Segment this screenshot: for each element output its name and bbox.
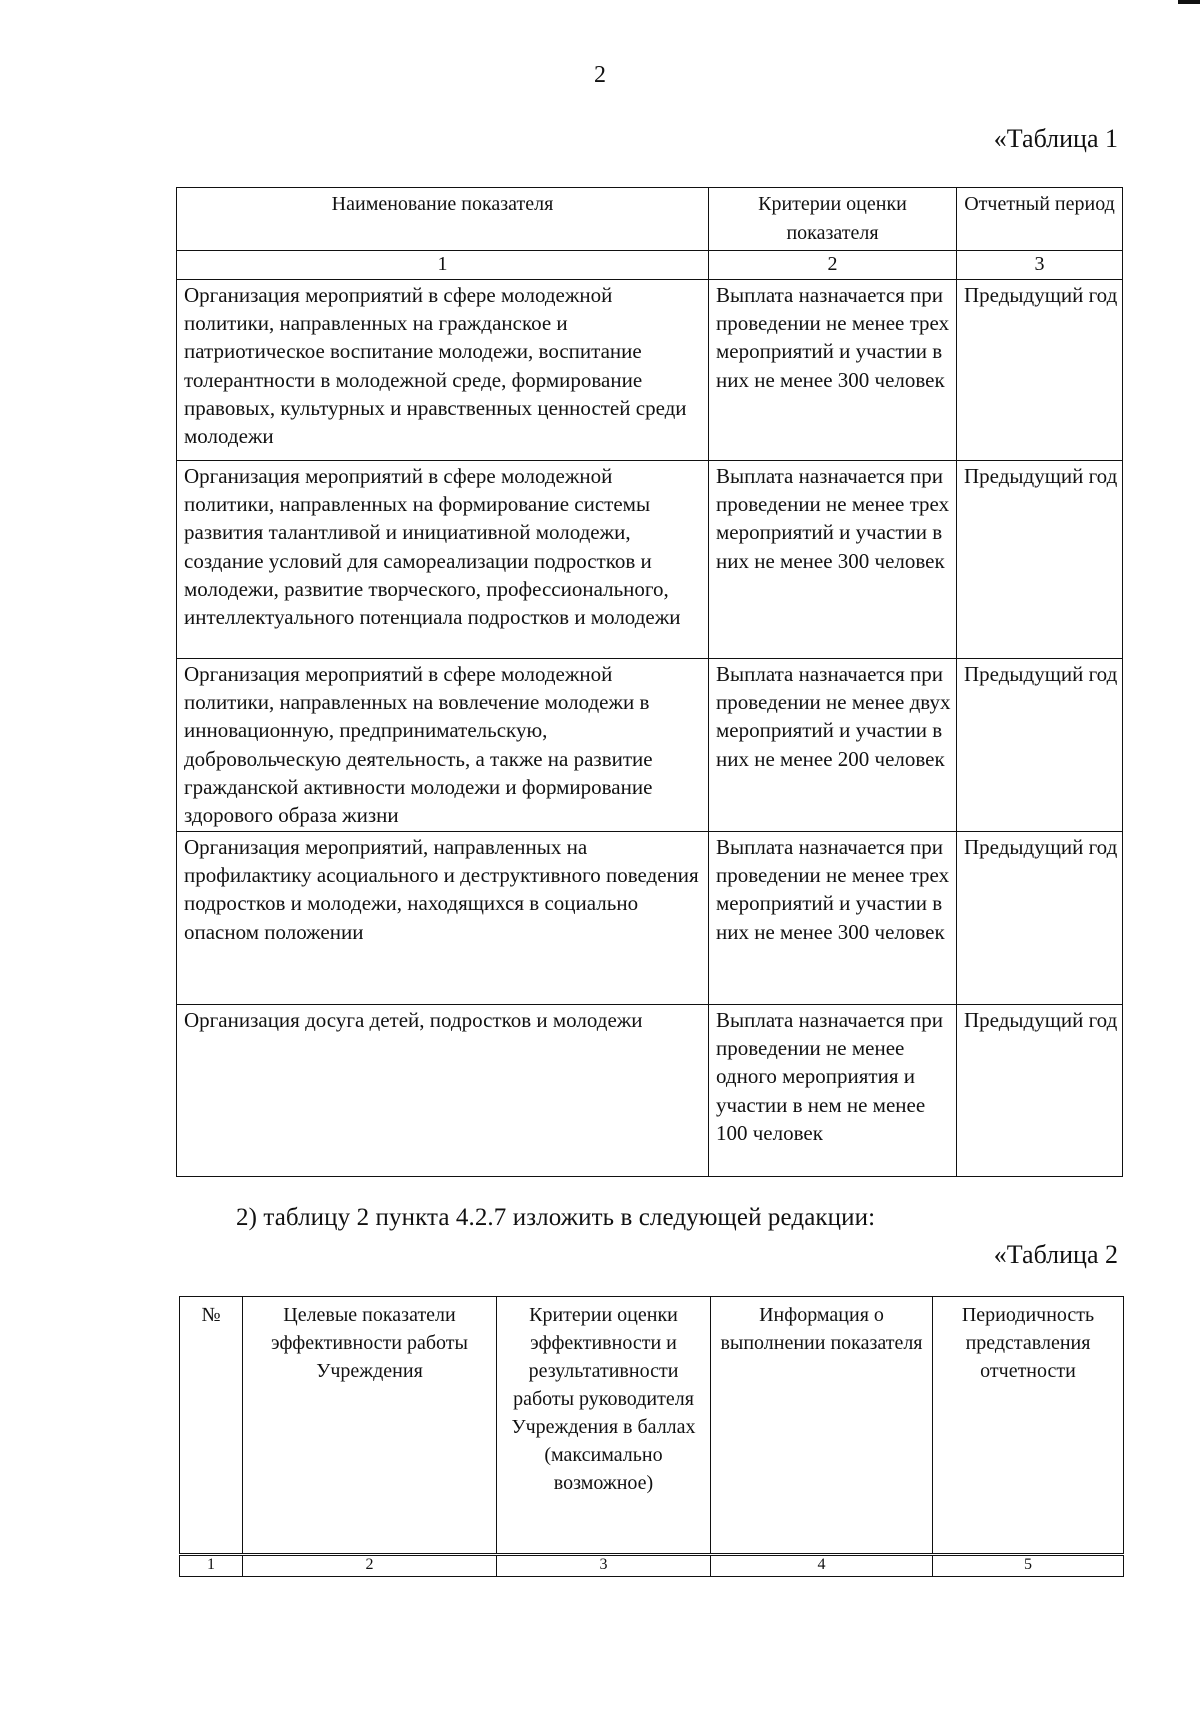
table1-column-numbers: [177, 251, 1123, 280]
indicator-criteria: Выплата назначается при проведении не менее трех мероприятий и участии в них не менее 300 человек: [709, 832, 957, 1005]
indicator-period: Предыдущий год: [957, 280, 1123, 461]
table1-header-criteria: Критерии оценки показателя: [709, 188, 957, 251]
table2-colnum: 2: [243, 1556, 497, 1577]
indicator-name: Организация мероприятий в сфере молодежной политики, направленных на гражданское и патриотическое воспитание молодежи, воспитание толерантности в молодежной среде, формирование правовых, культурных и нравственных ценностей среди молодежи: [177, 280, 709, 461]
table2-colnum: 1: [180, 1556, 243, 1577]
indicator-name: Организация досуга детей, подростков и молодежи: [177, 1005, 709, 1177]
table1-header-name: Наименование показателя: [177, 188, 709, 251]
table2-colnum: 5: [933, 1556, 1124, 1577]
table2-caption: «Таблица 2: [993, 1240, 1118, 1269]
table1-colnum: 2: [709, 251, 957, 280]
indicator-period: Предыдущий год: [957, 1005, 1123, 1177]
edge-mark: [1178, 0, 1200, 4]
table2-column-numbers: [179, 1555, 1124, 1577]
table2-header-information: Информация о выполнении показателя: [711, 1297, 933, 1554]
table2-header-indicators: Целевые показатели эффективности работы Учреждения: [243, 1297, 497, 1554]
indicator-name: Организация мероприятий в сфере молодежной политики, направленных на формирование системы развития талантливой и инициативной молодежи, создание условий для самореализации подростков и молодежи, развитие творческого, профессионального, интеллектуального потенциала подростков и молодежи: [177, 461, 709, 659]
indicator-period: Предыдущий год: [957, 461, 1123, 659]
indicator-criteria: Выплата назначается при проведении не менее одного мероприятия и участии в нем не менее 100 человек: [709, 1005, 957, 1177]
table2-header: [179, 1296, 1124, 1554]
indicator-criteria: Выплата назначается при проведении не менее трех мероприятий и участии в них не менее 300 человек: [709, 461, 957, 659]
amendment-paragraph: 2) таблицу 2 пункта 4.2.7 изложить в следующей редакции:: [236, 1204, 876, 1231]
table2-header-criteria: Критерии оценки эффективности и результативности работы руководителя Учреждения в баллах (максимально возможное): [497, 1297, 711, 1554]
table1-colnum: 3: [957, 251, 1123, 280]
table-row: [177, 1005, 1123, 1177]
indicator-name: Организация мероприятий в сфере молодежной политики, направленных на вовлечение молодежи в инновационную, предпринимательскую, добровольческую деятельность, а также на развитие гражданской активности молодежи и формирование здорового образа жизни: [177, 659, 709, 832]
indicator-criteria: Выплата назначается при проведении не менее трех мероприятий и участии в них не менее 300 человек: [709, 280, 957, 461]
table2-header-periodicity: Периодичность представления отчетности: [933, 1297, 1124, 1554]
table2-header-number: №: [180, 1297, 243, 1554]
indicator-criteria: Выплата назначается при проведении не менее двух мероприятий и участии в них не менее 200 человек: [709, 659, 957, 832]
table-row: [177, 659, 1123, 832]
table1-header: [176, 187, 1123, 251]
indicator-period: Предыдущий год: [957, 832, 1123, 1005]
table-row: [177, 280, 1123, 461]
table-row: [177, 461, 1123, 659]
indicator-period: Предыдущий год: [957, 659, 1123, 832]
indicator-name: Организация мероприятий, направленных на профилактику асоциального и деструктивного поведения подростков и молодежи, находящихся в социально опасном положении: [177, 832, 709, 1005]
table1-header-period: Отчетный период: [957, 188, 1123, 251]
table1-caption: «Таблица 1: [993, 124, 1118, 153]
table2-colnum: 4: [711, 1556, 933, 1577]
table1-colnum: 1: [177, 251, 709, 280]
table-row: [177, 832, 1123, 1005]
table1-body: [176, 250, 1123, 1177]
page-number: 2: [594, 62, 606, 88]
table2-colnum: 3: [497, 1556, 711, 1577]
